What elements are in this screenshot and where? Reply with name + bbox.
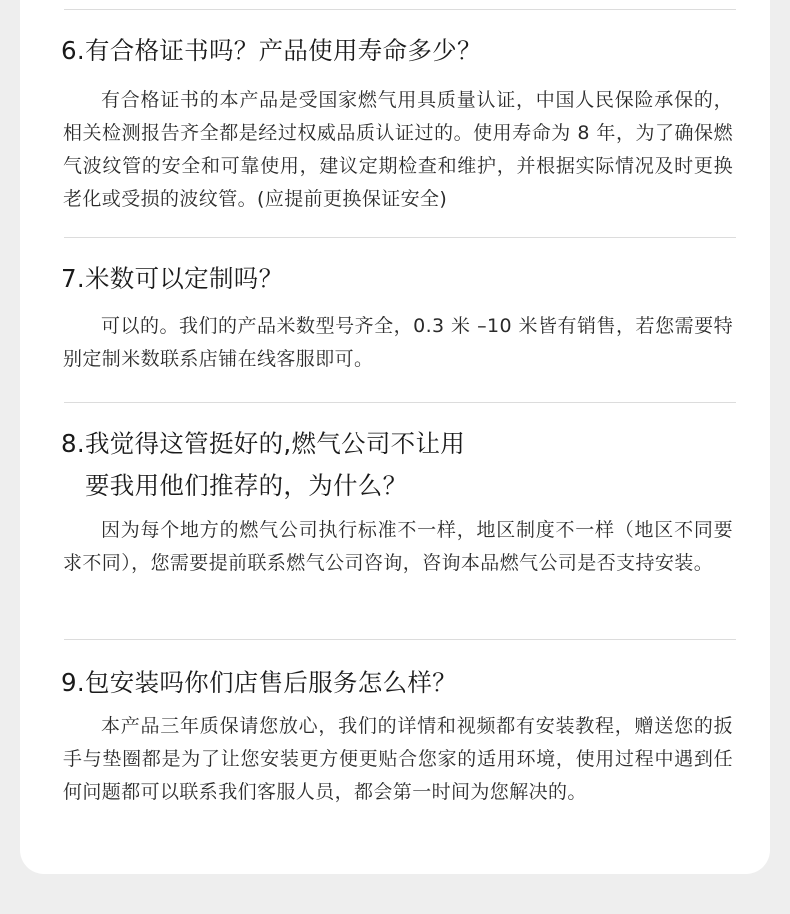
divider [64, 9, 736, 10]
divider [64, 639, 736, 640]
faq-answer-6: 有合格证书的本产品是受国家燃气用具质量认证，中国人民保险承保的，相关检测报告齐全都是经过权威品质认证过的。使用寿命为 8 年，为了确保燃气波纹管的安全和可靠使用，建议定期检查和维护，并根据实际情况及时更换老化或受损的波纹管。(应提前更换保证安全) [63, 89, 733, 210]
faq-answer-7: 可以的。我们的产品米数型号齐全，0.3 米 –10 米皆有销售，若您需要特别定制米数联系店铺在线客服即可。 [63, 315, 733, 370]
faq-question-8-line2: 要我用他们推荐的，为什么？ [85, 471, 408, 500]
faq-question-8-line1: 8.我觉得这管挺好的,燃气公司不让用 [61, 429, 466, 458]
faq-question-6: 6.有合格证书吗？产品使用寿命多少？ [61, 36, 482, 65]
faq-answer-8: 因为每个地方的燃气公司执行标准不一样，地区制度不一样（地区不同要求不同），您需要提前联系燃气公司咨询，咨询本品燃气公司是否支持安装。 [63, 519, 733, 574]
faq-question-8 [61, 423, 741, 507]
faq-answer-9: 本产品三年质保请您放心，我们的详情和视频都有安装教程，赠送您的扳手与垫圈都是为了让您安装更方便更贴合您家的适用环境，使用过程中遇到任何问题都可以联系我们客服人员，都会第一时间为您解决的。 [63, 715, 733, 803]
faq-question-7: 7.米数可以定制吗？ [61, 264, 284, 293]
faq-question-9: 9.包安装吗你们店售后服务怎么样？ [61, 668, 457, 697]
divider [64, 402, 736, 403]
divider [64, 237, 736, 238]
